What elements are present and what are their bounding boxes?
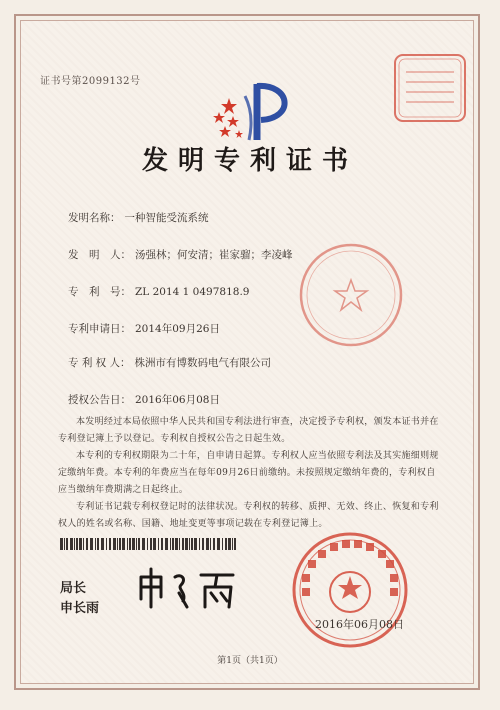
patent-number-label: 专 利 号： <box>68 286 131 298</box>
barcode-bar <box>109 538 111 550</box>
inventor-value: 汤强林；何安清；崔家骝；李凌峰 <box>135 249 293 261</box>
barcode-bar <box>147 538 148 550</box>
paragraph-2: 本专利的专利权期限为二十年，自申请日起算。专利权人应当依照专利法及其实施细则规定缴纳年费。本专利的年费应当在每年09月26日前缴纳。未按照规定缴纳年费的，专利权自应当缴纳年费期满之日起终止。 <box>58 451 439 495</box>
barcode-bar <box>210 538 211 550</box>
barcode-bar <box>70 538 73 550</box>
barcode-bar <box>194 538 197 550</box>
inventor-label: 发 明 人： <box>68 249 131 261</box>
barcode-bar <box>234 538 236 550</box>
grant-date-value: 2016年06月08日 <box>135 394 220 406</box>
director-title: 局长 <box>60 581 87 596</box>
barcode-bar <box>142 538 145 550</box>
barcode-bar <box>79 538 82 550</box>
barcode-bar <box>129 538 131 550</box>
barcode-bar <box>132 538 135 550</box>
barcode <box>60 538 240 550</box>
barcode-bar <box>66 538 68 550</box>
filing-date-row <box>68 321 220 336</box>
barcode-bar <box>217 538 220 550</box>
barcode-bar <box>76 538 78 550</box>
barcode-bar <box>232 538 233 550</box>
invention-name-row <box>68 210 209 225</box>
national-ip-seal <box>290 530 410 650</box>
barcode-bar <box>158 538 159 550</box>
barcode-bar <box>222 538 223 550</box>
barcode-bar <box>182 538 184 550</box>
barcode-bar <box>202 538 204 550</box>
barcode-bar <box>113 538 116 550</box>
barcode-bar <box>127 538 128 550</box>
barcode-bar <box>170 538 171 550</box>
barcode-bar <box>119 538 121 550</box>
grant-date-label: 授权公告日： <box>68 394 131 406</box>
seal-date: 2016年06月08日 <box>315 618 404 631</box>
barcode-bar <box>213 538 215 550</box>
barcode-bar <box>199 538 200 550</box>
patent-number-value: ZL 2014 1 0497818.9 <box>135 286 250 298</box>
middle-seal-stamp <box>296 240 406 350</box>
barcode-bar <box>97 538 99 550</box>
certificate-number: 证书号第2099132号 <box>40 76 141 87</box>
barcode-bar <box>165 538 168 550</box>
patent-number-row <box>68 284 249 299</box>
page-title: 发明专利证书 <box>141 146 358 176</box>
barcode-bar <box>206 538 209 550</box>
barcode-bar <box>64 538 65 550</box>
invention-name-value: 一种智能受流系统 <box>124 212 209 224</box>
barcode-bar <box>191 538 193 550</box>
barcode-bar <box>185 538 188 550</box>
barcode-bar <box>83 538 84 550</box>
barcode-bar <box>122 538 125 550</box>
filing-date-label: 专利申请日： <box>68 323 131 335</box>
barcode-bar <box>153 538 156 550</box>
barcode-bar <box>189 538 190 550</box>
barcode-bar <box>90 538 93 550</box>
invention-name-label: 发明名称： <box>68 212 121 224</box>
grant-date-row <box>68 392 220 407</box>
barcode-bar <box>136 538 137 550</box>
filing-date-value: 2014年09月26日 <box>135 323 220 335</box>
barcode-bar <box>225 538 227 550</box>
barcode-bar <box>74 538 75 550</box>
barcode-bar <box>138 538 140 550</box>
barcode-bar <box>86 538 88 550</box>
barcode-bar <box>106 538 107 550</box>
barcode-bar <box>117 538 118 550</box>
patent-office-logo <box>205 78 305 144</box>
barcode-bar <box>60 538 63 550</box>
handwritten-signature <box>135 563 255 613</box>
patentee-value: 株洲市有博数码电气有限公司 <box>134 357 272 369</box>
paragraph-1: 本发明经过本局依照中华人民共和国专利法进行审查，决定授予专利权，颁发本证书并在专利登记簿上予以登记。专利权自授权公告之日起生效。 <box>58 417 439 444</box>
inventor-row <box>68 247 293 262</box>
barcode-bar <box>172 538 174 550</box>
barcode-bar <box>228 538 231 550</box>
director-name: 申长雨 <box>60 601 100 616</box>
page-info: 第1页（共1页） <box>217 656 283 666</box>
barcode-bar <box>101 538 104 550</box>
barcode-bar <box>161 538 163 550</box>
paragraph-3: 专利证书记载专利权登记时的法律状况。专利权的转移、质押、无效、终止、恢复和专利权人的姓名或名称、国籍、地址变更等事项记载在专利登记簿上。 <box>58 502 439 529</box>
barcode-bar <box>175 538 178 550</box>
top-seal-stamp <box>392 52 468 124</box>
patentee-label: 专 利 权 人： <box>68 357 131 369</box>
barcode-bar <box>150 538 152 550</box>
barcode-bar <box>95 538 96 550</box>
patentee-row <box>68 355 271 370</box>
barcode-bar <box>179 538 180 550</box>
